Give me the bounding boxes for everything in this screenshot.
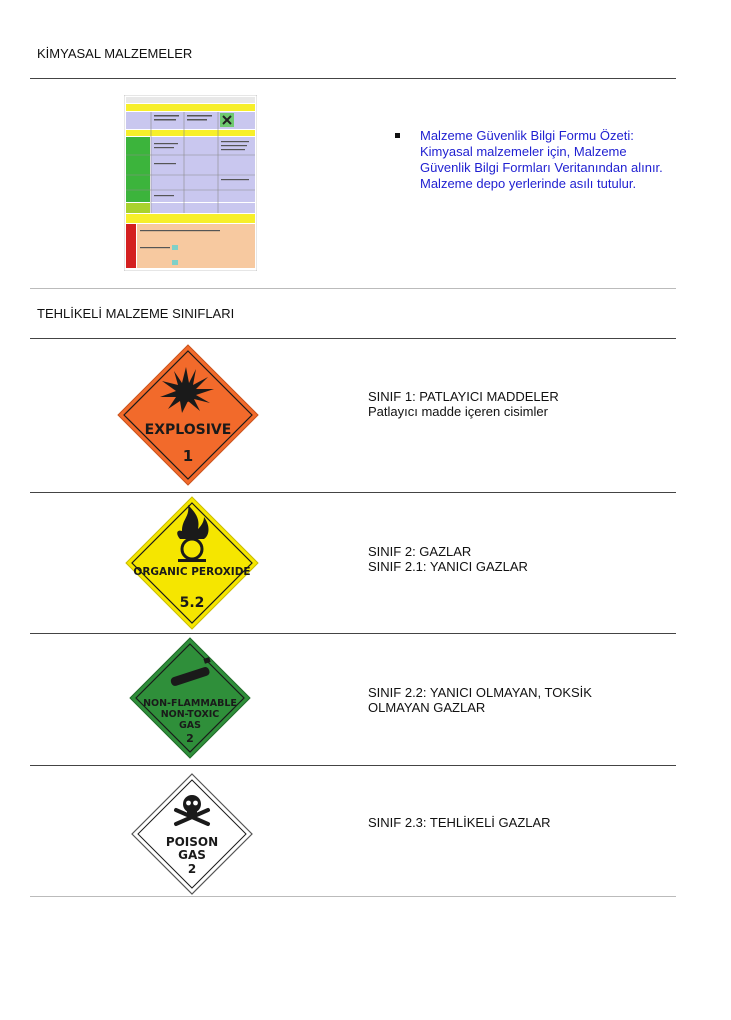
poison-sign-label: POISON <box>165 835 219 849</box>
class-2-3-description <box>368 815 551 830</box>
section-title-chemical-materials: KİMYASAL MALZEMELER <box>37 46 193 61</box>
poison-gas-sign-label: GAS <box>178 848 206 862</box>
gas-sign-label: GAS <box>179 720 201 731</box>
msds-bullet-text: Malzeme Güvenlik Bilgi Formu Özeti: Kimyasal malzemeler için, Malzeme Güvenlik Bilgi Formları Veritanından alınır. Malzeme depo yerlerinde asılı tutulur. <box>420 128 663 191</box>
non-flammable-gas-hazard-sign <box>128 636 252 760</box>
poison-sign-number: 2 <box>187 862 197 876</box>
class-1-title: SINIF 1: PATLAYICI MADDELER <box>368 389 559 404</box>
class-1-subtitle: Patlayıcı madde içeren cisimler <box>368 404 548 419</box>
class-2-1-title: SINIF 2.1: YANICI GAZLAR <box>368 559 528 574</box>
section-title-hazard-classes: TEHLİKELİ MALZEME SINIFLARI <box>37 306 235 321</box>
organic-peroxide-sign-number: 5.2 <box>179 595 205 611</box>
divider <box>30 896 676 897</box>
organic-peroxide-sign-label: ORGANIC PEROXIDE <box>133 566 251 578</box>
explosive-sign-number: 1 <box>182 447 194 465</box>
class-2-title: SINIF 2: GAZLAR <box>368 544 472 559</box>
class-1-description <box>368 389 559 419</box>
class-2-2-title-line1: SINIF 2.2: YANICI OLMAYAN, TOKSİK <box>368 685 592 700</box>
non-flammable-sign-number: 2 <box>186 732 194 745</box>
non-toxic-sign-label: NON-TOXIC <box>160 709 220 720</box>
organic-peroxide-hazard-sign <box>124 495 260 631</box>
divider <box>30 492 676 493</box>
class-2-2-title-line2: OLMAYAN GAZLAR <box>368 700 486 715</box>
divider <box>30 78 676 79</box>
divider <box>30 338 676 339</box>
class-2-description <box>368 544 528 574</box>
class-2-2-description <box>368 685 592 715</box>
non-flammable-sign-label: NON-FLAMMABLE <box>143 698 237 709</box>
class-2-3-title: SINIF 2.3: TEHLİKELİ GAZLAR <box>368 815 551 830</box>
divider <box>30 288 676 289</box>
msds-summary-form-image <box>124 95 257 271</box>
explosive-sign-label: EXPLOSIVE <box>144 422 232 438</box>
poison-gas-hazard-sign <box>130 772 254 896</box>
bullet-icon <box>395 133 400 138</box>
divider <box>30 765 676 766</box>
divider <box>30 633 676 634</box>
explosive-hazard-sign <box>116 343 260 487</box>
